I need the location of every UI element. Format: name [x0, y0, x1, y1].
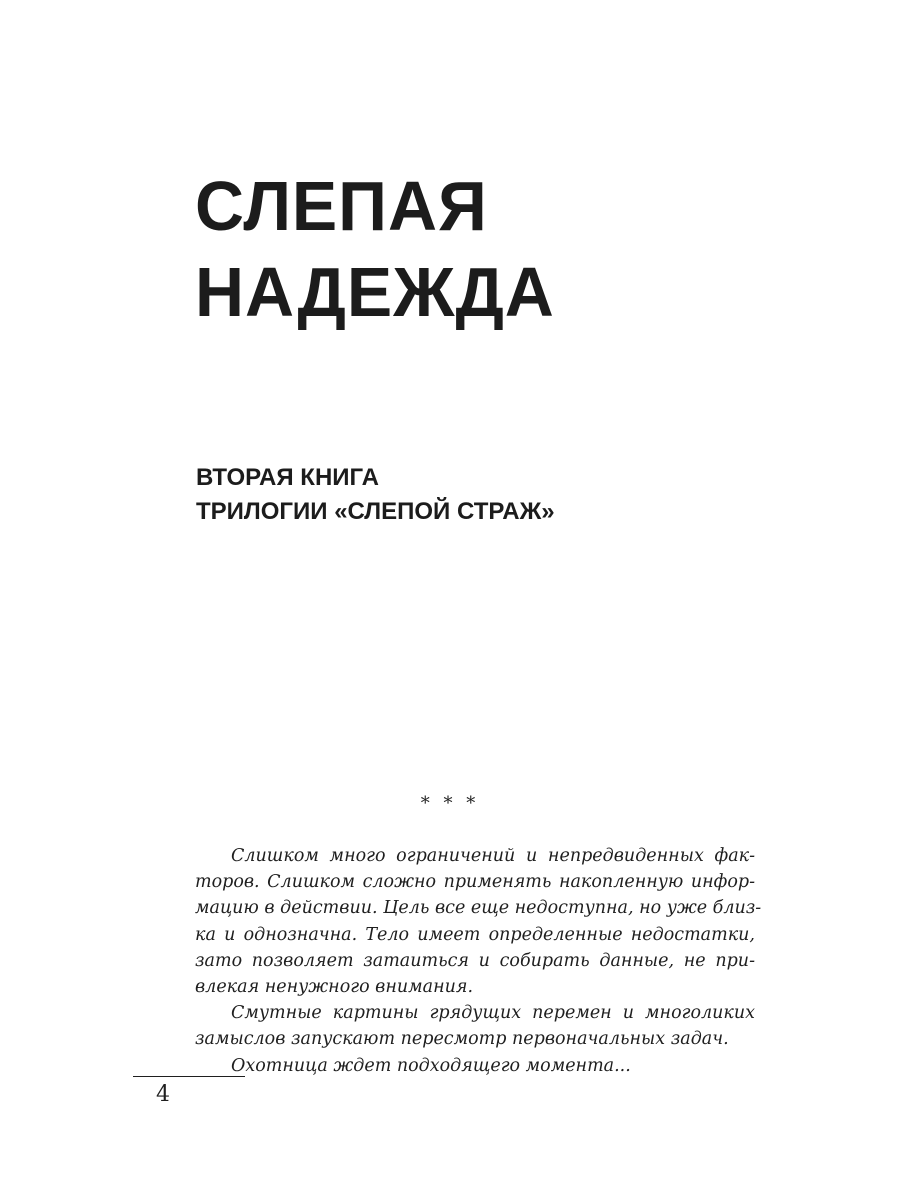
epigraph-line: мацию в действии. Цель все еще недоступна, но уже близ- — [195, 898, 762, 919]
epigraph-line: Смутные картины грядущих перемен и многоликих — [231, 1003, 755, 1024]
book-title — [195, 163, 555, 335]
section-separator: * * * — [420, 793, 480, 814]
epigraph-text — [195, 843, 762, 1079]
series-subtitle — [196, 461, 555, 529]
book-title-line-1: СЛЕПАЯ — [195, 167, 488, 245]
epigraph-line: Слишком много ограничений и непредвиденных фак- — [231, 846, 755, 866]
epigraph-line: замыслов запускают пересмотр первоначальных задач. — [195, 1029, 729, 1050]
epigraph-line: торов. Слишком сложно применять накопленную инфор- — [195, 872, 755, 893]
epigraph-line: ка и однозначна. Тело имеет определенные недостатки, — [195, 924, 755, 945]
series-subtitle-line-2: ТРИЛОГИИ «СЛЕПОЙ СТРАЖ» — [196, 498, 555, 525]
epigraph-line: Охотница ждет подходящего момента... — [231, 1055, 631, 1076]
page-number: 4 — [156, 1082, 170, 1107]
series-subtitle-line-1: ВТОРАЯ КНИГА — [196, 464, 379, 491]
epigraph-line: зато позволяет затаиться и собирать данные, не при- — [195, 950, 755, 971]
book-title-line-2: НАДЕЖДА — [195, 253, 555, 331]
epigraph-line: влекая ненужного внимания. — [195, 976, 474, 997]
footer-rule — [133, 1076, 245, 1077]
